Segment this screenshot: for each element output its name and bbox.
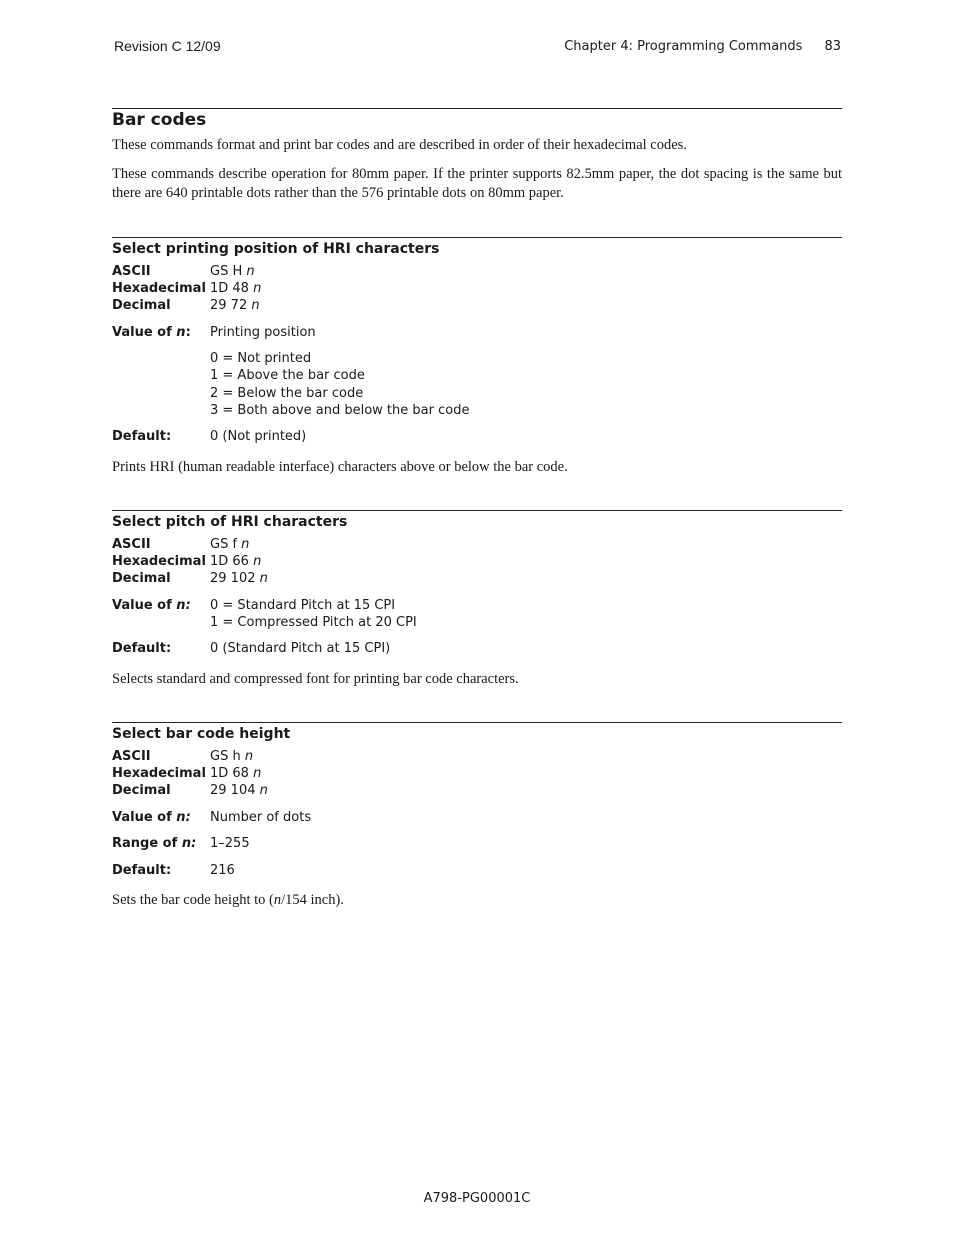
section-title: Select bar code height bbox=[112, 726, 291, 742]
section-divider bbox=[112, 237, 842, 238]
value-option: 0 = Standard Pitch at 15 CPI bbox=[210, 598, 396, 613]
hex-code: 1D 66 bbox=[210, 554, 254, 569]
default-value: 0 (Standard Pitch at 15 CPI) bbox=[210, 641, 391, 656]
section-divider bbox=[112, 722, 842, 723]
value-option: 1 = Compressed Pitch at 20 CPI bbox=[210, 615, 417, 630]
value-option: 1 = Above the bar code bbox=[210, 368, 365, 383]
section-description: Selects standard and compressed font for printing bar code characters. bbox=[112, 671, 519, 687]
value-of-n-label: Value of n: bbox=[112, 810, 191, 825]
page-title: Bar codes bbox=[112, 110, 207, 130]
value-description: Printing position bbox=[210, 325, 316, 340]
header-revision: Revision C 12/09 bbox=[114, 38, 221, 54]
intro-paragraph: These commands format and print bar codes and are described in order of their hexadecimal codes. bbox=[112, 137, 687, 153]
hex-label: Hexadecimal bbox=[112, 281, 206, 296]
decimal-label: Decimal bbox=[112, 571, 171, 586]
ascii-label: ASCII bbox=[112, 264, 151, 279]
section-description: Prints HRI (human readable interface) characters above or below the bar code. bbox=[112, 459, 568, 475]
section-title: Select printing position of HRI characters bbox=[112, 241, 440, 257]
section-divider bbox=[112, 510, 842, 511]
range-value: 1–255 bbox=[210, 836, 250, 851]
param-n: n bbox=[259, 571, 268, 586]
value-option: 2 = Below the bar code bbox=[210, 386, 364, 401]
value-option: 0 = Not printed bbox=[210, 351, 312, 366]
ascii-value bbox=[210, 749, 253, 764]
default-value: 0 (Not printed) bbox=[210, 429, 307, 444]
hex-code: 1D 48 bbox=[210, 281, 254, 296]
default-label: Default: bbox=[112, 641, 172, 656]
ascii-code: GS f bbox=[210, 537, 242, 552]
value-of-n-label: Value of n: bbox=[112, 598, 191, 613]
param-n: n bbox=[251, 298, 260, 313]
param-n: n bbox=[244, 749, 254, 764]
section-divider bbox=[112, 108, 842, 109]
value-option: 3 = Both above and below the bar code bbox=[210, 403, 470, 418]
hex-value bbox=[210, 766, 261, 781]
default-label: Default: bbox=[112, 429, 172, 444]
hex-value bbox=[210, 281, 261, 296]
param-n: n bbox=[259, 783, 268, 798]
param-n: n bbox=[253, 766, 262, 781]
ascii-value bbox=[210, 264, 255, 279]
decimal-label: Decimal bbox=[112, 783, 171, 798]
decimal-label: Decimal bbox=[112, 298, 171, 313]
header-chapter-info bbox=[564, 39, 841, 54]
section-title: Select pitch of HRI characters bbox=[112, 514, 348, 530]
hex-value bbox=[210, 554, 261, 569]
ascii-label: ASCII bbox=[112, 749, 151, 764]
section-description: Sets the bar code height to (n/154 inch). bbox=[112, 892, 344, 908]
param-n: n bbox=[253, 554, 262, 569]
range-of-n-label: Range of n: bbox=[112, 836, 197, 851]
default-value: 216 bbox=[210, 863, 235, 878]
ascii-code: GS h bbox=[210, 749, 245, 764]
hex-label: Hexadecimal bbox=[112, 766, 206, 781]
param-n: n bbox=[253, 281, 262, 296]
ascii-label: ASCII bbox=[112, 537, 151, 552]
default-label: Default: bbox=[112, 863, 172, 878]
decimal-code: 29 72 bbox=[210, 298, 252, 313]
param-n: n bbox=[246, 264, 255, 279]
decimal-value bbox=[210, 298, 260, 313]
decimal-code: 29 104 bbox=[210, 783, 260, 798]
value-of-n-label: Value of n: bbox=[112, 325, 191, 340]
decimal-value bbox=[210, 571, 268, 586]
header-chapter: Chapter 4: Programming Commands bbox=[564, 39, 803, 54]
value-description: Number of dots bbox=[210, 810, 312, 825]
page-number: 83 bbox=[824, 39, 841, 54]
decimal-value bbox=[210, 783, 268, 798]
decimal-code: 29 102 bbox=[210, 571, 260, 586]
param-n: n bbox=[241, 537, 250, 552]
intro-paragraph: These commands describe operation for 80mm paper. If the printer supports 82.5mm paper, the dot spacing is the same but there are 640 printable dots rather than the 576 printable dots on 80mm paper. bbox=[112, 166, 842, 201]
hex-code: 1D 68 bbox=[210, 766, 254, 781]
hex-label: Hexadecimal bbox=[112, 554, 206, 569]
ascii-value bbox=[210, 537, 249, 552]
footer-doc-id: A798-PG00001C bbox=[423, 1191, 531, 1206]
ascii-code: GS H bbox=[210, 264, 247, 279]
